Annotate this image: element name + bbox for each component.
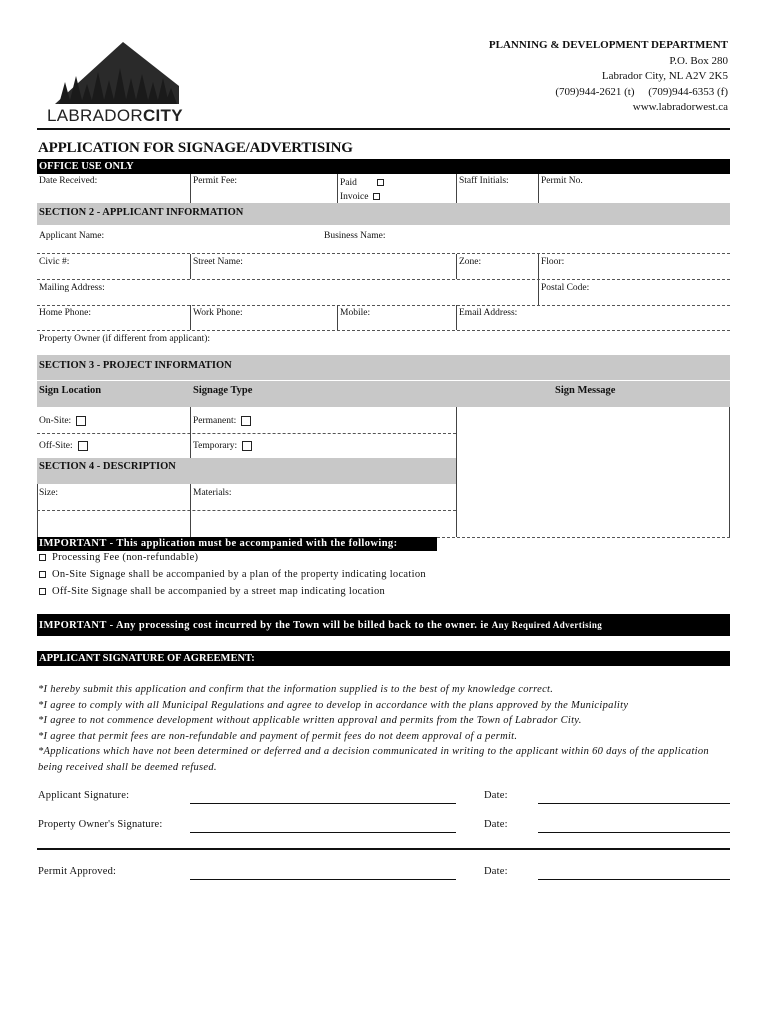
postal-code-label: Postal Code:	[541, 283, 590, 293]
approval-divider	[37, 848, 730, 850]
approval-date-label: Date:	[484, 866, 508, 877]
divider	[456, 254, 457, 279]
date-received-label: Date Received:	[39, 176, 98, 186]
row-divider	[37, 510, 456, 511]
size-label: Size:	[39, 488, 58, 498]
project-column-headers	[37, 381, 730, 407]
section-4-header: SECTION 4 - DESCRIPTION	[37, 458, 456, 484]
applicant-signature-field[interactable]	[190, 803, 456, 804]
staff-initials-label: Staff Initials:	[459, 176, 509, 186]
important-requirements-header: IMPORTANT - This application must be accompanied with the following:	[37, 537, 437, 551]
requirement-item: On-Site Signage shall be accompanied by a plan of the property indicating location	[39, 569, 426, 580]
department-title: PLANNING & DEVELOPMENT DEPARTMENT	[488, 39, 728, 51]
form-title: APPLICATION FOR SIGNAGE/ADVERTISING	[38, 140, 353, 156]
sign-location-header: Sign Location	[39, 385, 102, 396]
signage-type-header: Signage Type	[193, 385, 253, 396]
po-box: P.O. Box 280	[669, 54, 728, 67]
owner-signature-label: Property Owner's Signature:	[38, 819, 163, 830]
email-address-label: Email Address:	[459, 308, 518, 318]
property-owner-label: Property Owner (if different from applicant):	[39, 334, 211, 344]
off-site-label: Off-Site:	[39, 441, 73, 452]
home-phone-label: Home Phone:	[39, 308, 91, 318]
paid-label: Paid	[340, 178, 357, 188]
bullet-box-icon	[39, 588, 46, 595]
civic-label: Civic #:	[39, 257, 70, 267]
agreement-line: *I agree that permit fees are non-refundable and payment of permit fees do not deem approval of a permit.	[38, 730, 518, 742]
agreement-line: *Applications which have not been determined or deferred and a decision communicated in writing to the applicant within 60 days of the application being received shall be deemed refused.	[38, 746, 709, 773]
divider	[190, 174, 191, 203]
phone-numbers: (709)944-2621 (t) (709)944-6353 (f)	[555, 85, 728, 98]
business-name-label: Business Name:	[324, 231, 386, 241]
applicant-signature-label: Applicant Signature:	[38, 790, 130, 801]
temporary-label: Temporary:	[193, 441, 238, 452]
permanent-label: Permanent:	[193, 416, 237, 427]
agreement-statements	[38, 682, 728, 775]
section-2-header: SECTION 2 - APPLICANT INFORMATION	[37, 203, 730, 225]
bullet-box-icon	[39, 554, 46, 561]
floor-label: Floor:	[541, 257, 565, 267]
divider	[456, 174, 457, 203]
header-divider	[37, 128, 730, 130]
section-3-header: SECTION 3 - PROJECT INFORMATION	[37, 355, 730, 380]
permanent-option	[191, 414, 253, 428]
bullet-box-icon	[39, 571, 46, 578]
divider	[538, 174, 539, 203]
divider	[456, 305, 457, 330]
work-phone-label: Work Phone:	[193, 308, 243, 318]
sign-message-field[interactable]	[456, 407, 730, 537]
row-divider	[37, 330, 730, 331]
paid-checkbox[interactable]	[377, 179, 384, 186]
divider	[190, 305, 191, 330]
row-divider	[37, 433, 456, 434]
off-site-option	[37, 439, 90, 453]
divider	[37, 380, 730, 381]
off-site-checkbox[interactable]	[78, 441, 88, 451]
permit-approved-label: Permit Approved:	[38, 866, 117, 877]
approval-date-field[interactable]	[538, 879, 730, 880]
divider	[337, 174, 338, 203]
materials-label: Materials:	[193, 488, 232, 498]
owner-date-label: Date:	[484, 819, 508, 830]
divider	[190, 254, 191, 279]
row-divider	[37, 253, 730, 254]
street-name-label: Street Name:	[193, 257, 243, 267]
divider	[337, 305, 338, 330]
on-site-label: On-Site:	[39, 416, 72, 427]
row-divider	[37, 279, 730, 280]
invoice-label: Invoice	[340, 192, 369, 202]
temporary-option	[191, 439, 254, 453]
office-use-header: OFFICE USE ONLY	[37, 159, 730, 174]
paid-invoice-options	[338, 174, 392, 206]
zone-label: Zone:	[459, 257, 482, 267]
divider	[190, 407, 191, 458]
agreement-line: *I agree to not commence development without applicable written approval and permits from the Town of Labrador City.	[38, 715, 582, 726]
permanent-checkbox[interactable]	[241, 416, 251, 426]
logo-wordmark: LABRADORCITY	[47, 106, 183, 125]
agreement-line: *I hereby submit this application and confirm that the information supplied is to the best of my knowledge correct.	[38, 684, 554, 695]
applicant-date-label: Date:	[484, 790, 508, 801]
requirement-item: Off-Site Signage shall be accompanied by a street map indicating location	[39, 586, 385, 597]
city-address: Labrador City, NL A2V 2K5	[601, 70, 728, 82]
divider	[538, 280, 539, 305]
owner-signature-field[interactable]	[190, 832, 456, 833]
department-address	[489, 38, 728, 116]
agreement-header: APPLICANT SIGNATURE OF AGREEMENT:	[37, 651, 730, 666]
website: www.labradorwest.ca	[632, 101, 728, 113]
permit-no-label: Permit No.	[541, 176, 583, 186]
on-site-checkbox[interactable]	[76, 416, 86, 426]
invoice-checkbox[interactable]	[373, 193, 380, 200]
row-divider	[37, 305, 730, 306]
divider	[538, 254, 539, 279]
permit-approved-field[interactable]	[190, 879, 456, 880]
requirement-item: Processing Fee (non-refundable)	[39, 552, 198, 563]
agreement-line: *I agree to comply with all Municipal Regulations and agree to develop in accordance with the plans approved by the Municipality	[38, 699, 629, 711]
important-billing-notice: IMPORTANT - Any processing cost incurred by the Town will be billed back to the owner. ie Any Required Advertising	[37, 614, 730, 636]
permit-fee-label: Permit Fee:	[193, 176, 238, 186]
temporary-checkbox[interactable]	[242, 441, 252, 451]
applicant-date-field[interactable]	[538, 803, 730, 804]
on-site-option	[37, 414, 88, 428]
applicant-name-label: Applicant Name:	[39, 231, 105, 241]
sign-message-header: Sign Message	[555, 385, 616, 396]
mailing-address-label: Mailing Address:	[39, 283, 105, 293]
owner-date-field[interactable]	[538, 832, 730, 833]
mobile-label: Mobile:	[340, 308, 371, 318]
